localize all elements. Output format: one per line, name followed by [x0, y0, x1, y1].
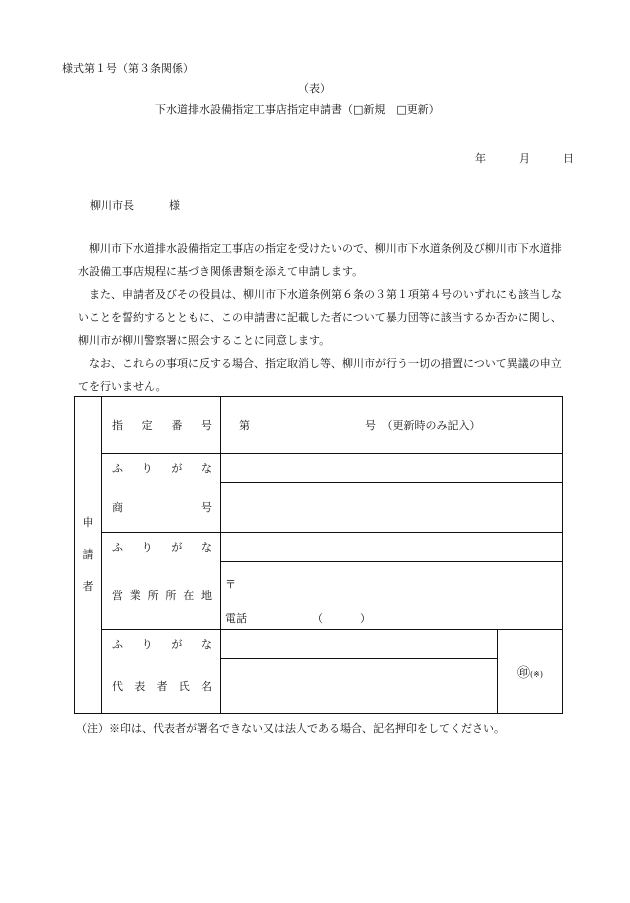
designation-number-field[interactable] — [221, 397, 563, 454]
form-side: （表） — [298, 82, 331, 95]
phone-paren-close: ） — [360, 612, 371, 625]
rep-furigana-label: ふ り が な — [102, 630, 221, 659]
designation-number-suffix: 号 （更新時のみ記入） — [365, 419, 481, 432]
phone-label: 電話 — [225, 612, 247, 625]
seal-icon: ㊞ — [517, 666, 531, 681]
date-year: 年 — [475, 152, 486, 165]
trade-furigana-label: ふ り が な — [102, 454, 221, 483]
applicant-char-2: 請 — [82, 548, 94, 561]
addressee-honorific: 様 — [169, 199, 180, 212]
seal-cell — [498, 630, 563, 714]
declaration-paragraph-1: 柳川市下水道排水設備指定工事店の指定を受けたいので、柳川市下水道条例及び柳川市下水道排水設備工事店規程に基づき関係書類を添えて申請します。 — [78, 242, 562, 278]
applicant-label — [75, 397, 102, 714]
designation-number-prefix: 第 — [239, 419, 250, 432]
phone-paren-open: （ — [312, 612, 323, 625]
designation-number-label: 指 定 番 号 — [102, 397, 221, 454]
postal-mark: 〒 — [225, 578, 236, 591]
date-month: 月 — [519, 152, 530, 165]
form-number: 様式第１号（第３条関係） — [62, 62, 194, 75]
date-day: 日 — [563, 152, 574, 165]
applicant-char-3: 者 — [82, 580, 94, 593]
application-table — [74, 396, 563, 714]
address-label: 営 業 所 所 在 地 — [102, 562, 221, 630]
rep-furigana-field[interactable] — [221, 630, 498, 659]
form-title: 下水道排水設備指定工事店指定申請書（□新規 □更新） — [155, 103, 440, 116]
applicant-char-1: 申 — [82, 516, 94, 529]
addressee — [90, 197, 180, 213]
representative-name-field[interactable] — [221, 659, 498, 714]
declaration-body — [78, 237, 562, 398]
addressee-name: 柳川市長 — [90, 199, 134, 212]
representative-label: 代 表 者 氏 名 — [102, 659, 221, 714]
declaration-paragraph-2: また、申請者及びその役員は、柳川市下水道条例第６条の３第１項第４号のいずれにも該当しないことを誓約するとともに、この申請書に記載した者について暴力団等に該当するか否かに関し、柳川市が柳川警察署に照会することに同意します。 — [78, 288, 562, 347]
footnote: （注）※印は、代表者が署名できない又は法人である場合、記名押印をしてください。 — [76, 722, 505, 735]
address-field[interactable] — [221, 562, 563, 630]
seal-note: (※) — [530, 670, 543, 679]
trade-name-field[interactable] — [221, 483, 563, 533]
declaration-paragraph-3: なお、これらの事項に反する場合、指定取消し等、柳川市が行う一切の措置について異議の申立てを行いません。 — [78, 357, 562, 393]
date-line — [475, 150, 574, 166]
address-furigana-field[interactable] — [221, 533, 563, 562]
address-furigana-label: ふ り が な — [102, 533, 221, 562]
trade-furigana-field[interactable] — [221, 454, 563, 483]
trade-name-label: 商 号 — [102, 483, 221, 533]
